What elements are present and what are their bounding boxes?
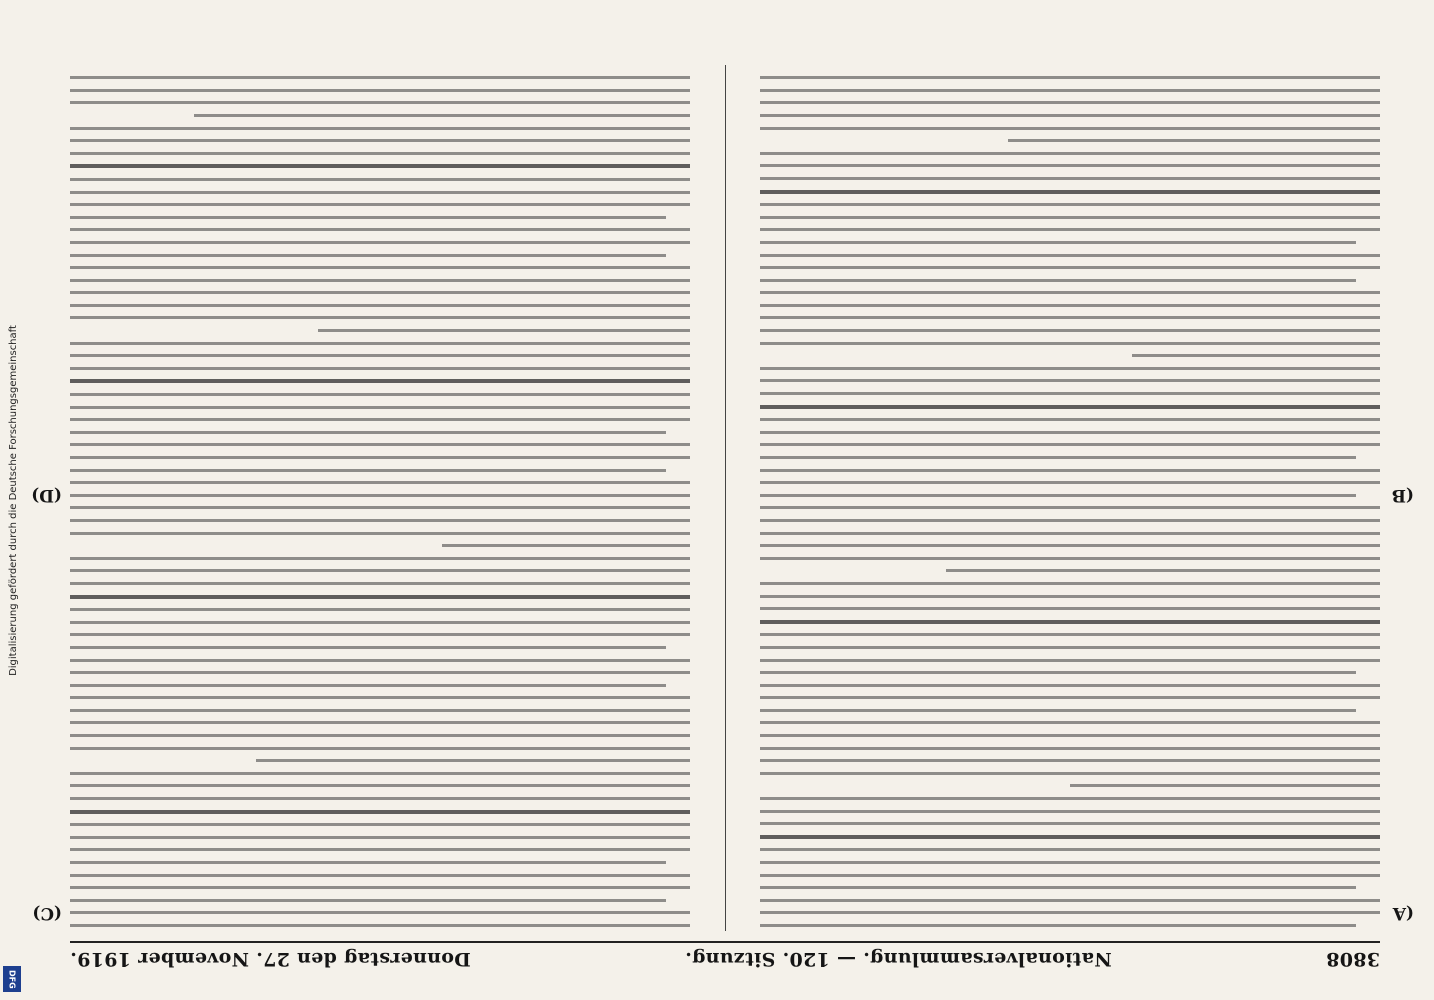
text-line bbox=[70, 899, 666, 902]
text-line bbox=[70, 823, 690, 826]
text-line bbox=[760, 633, 1380, 636]
text-line bbox=[760, 684, 1380, 687]
text-line bbox=[70, 911, 690, 914]
text-line bbox=[70, 164, 690, 168]
text-line bbox=[760, 924, 1356, 927]
text-line bbox=[70, 76, 690, 79]
text-line bbox=[70, 406, 690, 409]
text-line bbox=[760, 835, 1380, 839]
text-line bbox=[70, 836, 690, 839]
text-line bbox=[70, 254, 666, 257]
text-line bbox=[946, 569, 1380, 572]
text-line bbox=[760, 557, 1380, 560]
text-line bbox=[70, 595, 690, 599]
text-line bbox=[70, 797, 690, 800]
page-header bbox=[70, 941, 1380, 975]
dfg-logo: DFG bbox=[3, 966, 21, 992]
text-line bbox=[760, 861, 1380, 864]
text-line bbox=[760, 405, 1380, 409]
text-column-left bbox=[760, 67, 1380, 927]
text-line bbox=[760, 379, 1380, 382]
text-line bbox=[70, 367, 690, 370]
text-line bbox=[256, 759, 690, 762]
text-line bbox=[70, 431, 666, 434]
session-title: Nationalversammlung. — 120. Sitzung. bbox=[684, 948, 1112, 970]
text-line bbox=[760, 443, 1380, 446]
text-line bbox=[442, 544, 690, 547]
text-line bbox=[318, 329, 690, 332]
text-line bbox=[70, 393, 690, 396]
text-line bbox=[760, 203, 1380, 206]
session-date: Donnerstag den 27. November 1919. bbox=[70, 948, 471, 970]
text-line bbox=[760, 266, 1380, 269]
text-line bbox=[70, 494, 690, 497]
text-line bbox=[760, 874, 1380, 877]
text-line bbox=[760, 607, 1380, 610]
text-line bbox=[760, 759, 1380, 762]
text-line bbox=[760, 342, 1380, 345]
text-line bbox=[70, 924, 690, 927]
text-line bbox=[70, 216, 666, 219]
text-line bbox=[760, 101, 1380, 104]
text-line bbox=[70, 178, 690, 181]
text-column-right bbox=[70, 67, 690, 927]
text-line bbox=[760, 646, 1380, 649]
page-sheet bbox=[31, 55, 1414, 975]
text-line bbox=[70, 89, 690, 92]
text-line bbox=[760, 709, 1356, 712]
text-line bbox=[70, 659, 690, 662]
text-line bbox=[760, 367, 1380, 370]
text-line bbox=[760, 418, 1380, 421]
text-line bbox=[70, 469, 666, 472]
text-line bbox=[760, 469, 1380, 472]
text-line bbox=[70, 747, 690, 750]
text-line bbox=[70, 569, 690, 572]
text-line bbox=[760, 190, 1380, 194]
text-line bbox=[70, 684, 666, 687]
text-line bbox=[70, 532, 690, 535]
text-line bbox=[70, 228, 690, 231]
text-line bbox=[760, 279, 1356, 282]
text-line bbox=[1070, 784, 1380, 787]
page-number: 3808 bbox=[1325, 948, 1380, 970]
text-line bbox=[760, 532, 1380, 535]
text-line bbox=[70, 633, 690, 636]
text-line bbox=[70, 506, 690, 509]
text-line bbox=[70, 291, 690, 294]
margin-mark-a: (A bbox=[1392, 903, 1414, 923]
text-line bbox=[70, 519, 690, 522]
text-line bbox=[70, 304, 690, 307]
margin-mark-b: (B bbox=[1391, 485, 1414, 505]
text-line bbox=[70, 861, 666, 864]
text-line bbox=[70, 443, 690, 446]
text-line bbox=[70, 772, 690, 775]
text-line bbox=[760, 519, 1380, 522]
text-line bbox=[760, 747, 1380, 750]
text-line bbox=[1008, 139, 1380, 142]
text-line bbox=[760, 164, 1380, 167]
text-line bbox=[70, 101, 690, 104]
text-line bbox=[70, 886, 690, 889]
text-line bbox=[760, 241, 1356, 244]
text-line bbox=[70, 784, 690, 787]
text-line bbox=[194, 114, 690, 117]
text-line bbox=[70, 608, 690, 611]
text-line bbox=[70, 279, 690, 282]
text-line bbox=[70, 342, 690, 345]
text-line bbox=[760, 595, 1380, 598]
text-line bbox=[70, 418, 690, 421]
text-line bbox=[70, 152, 690, 155]
text-line bbox=[760, 494, 1356, 497]
text-line bbox=[760, 291, 1380, 294]
text-line bbox=[760, 544, 1380, 547]
text-line bbox=[760, 911, 1380, 914]
text-line bbox=[760, 848, 1380, 851]
text-line bbox=[760, 152, 1380, 155]
text-line bbox=[760, 228, 1380, 231]
text-line bbox=[70, 646, 666, 649]
text-line bbox=[70, 722, 690, 725]
text-line bbox=[70, 379, 690, 383]
text-line bbox=[70, 481, 690, 484]
margin-mark-c: (C) bbox=[32, 903, 62, 923]
digitization-credit bbox=[6, 40, 20, 960]
text-line bbox=[760, 797, 1380, 800]
text-line bbox=[70, 127, 690, 130]
digitization-credit-text: Digitalisierung gefördert durch die Deutsche Forschungsgemeinschaft bbox=[7, 324, 19, 676]
text-line bbox=[760, 582, 1380, 585]
text-line bbox=[70, 810, 690, 814]
text-line bbox=[70, 696, 690, 699]
margin-mark-d: (D) bbox=[31, 485, 62, 505]
text-line bbox=[760, 317, 1380, 320]
text-line bbox=[760, 899, 1380, 902]
text-line bbox=[760, 886, 1356, 889]
text-line bbox=[760, 822, 1380, 825]
text-line bbox=[760, 810, 1380, 813]
text-line bbox=[70, 139, 690, 142]
text-line bbox=[760, 127, 1380, 130]
text-line bbox=[1132, 354, 1380, 357]
text-line bbox=[70, 874, 690, 877]
text-line bbox=[760, 734, 1380, 737]
text-line bbox=[760, 696, 1380, 699]
text-line bbox=[760, 76, 1380, 79]
text-line bbox=[70, 848, 690, 851]
text-line bbox=[760, 620, 1380, 624]
text-line bbox=[760, 722, 1380, 725]
text-line bbox=[70, 266, 690, 269]
text-line bbox=[760, 659, 1380, 662]
text-line bbox=[760, 506, 1380, 509]
text-line bbox=[70, 317, 690, 320]
text-line bbox=[760, 89, 1380, 92]
text-line bbox=[760, 329, 1380, 332]
text-line bbox=[70, 582, 690, 585]
text-line bbox=[760, 456, 1356, 459]
text-line bbox=[760, 481, 1380, 484]
text-line bbox=[760, 254, 1380, 257]
text-line bbox=[70, 734, 690, 737]
text-line bbox=[70, 241, 690, 244]
text-line bbox=[70, 456, 690, 459]
text-line bbox=[760, 392, 1380, 395]
text-line bbox=[70, 203, 690, 206]
text-line bbox=[760, 177, 1380, 180]
text-line bbox=[70, 354, 690, 357]
text-line bbox=[70, 709, 690, 712]
text-line bbox=[70, 191, 690, 194]
text-line bbox=[760, 304, 1380, 307]
text-line bbox=[760, 216, 1380, 219]
column-divider bbox=[725, 65, 726, 931]
text-line bbox=[760, 772, 1380, 775]
text-line bbox=[70, 621, 690, 624]
text-line bbox=[70, 557, 690, 560]
text-line bbox=[760, 114, 1380, 117]
text-line bbox=[70, 671, 690, 674]
text-line bbox=[760, 431, 1380, 434]
text-line bbox=[760, 671, 1356, 674]
